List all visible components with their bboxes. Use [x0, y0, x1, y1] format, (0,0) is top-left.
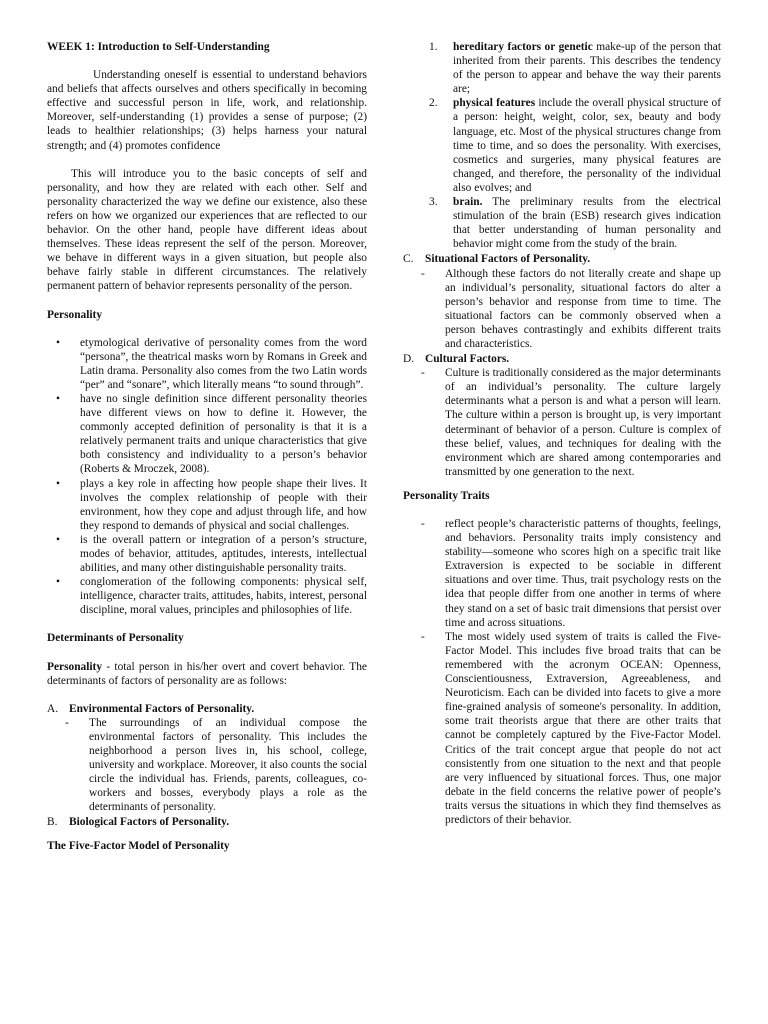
right-column [403, 40, 721, 827]
intro-paragraph-1: Understanding oneself is essential to understand behaviors and beliefs that affects ourselves and others specifically in becoming effective and successful person in life, work, and relationship. Moreover, self-understanding (1) provides a sense of purpose; (2) leads to healthier relationships; (3) helps harness your natural strength; and (4) promotes confidence [47, 69, 367, 152]
factor-a-list [47, 716, 367, 815]
item-text: The preliminary results from the electrical stimulation of the brain (ESB) research gives indication that better understanding of human personality and behavior might come from the study of the brain. [453, 196, 721, 251]
item-term: hereditary factors or genetic [453, 41, 593, 53]
traits-text-2: The most widely used system of traits is called the Five-Factor Model. This includes five broad traits that can be remembered with the acronym OCEAN: Openness, Conscientiousness, Extraversion, Agreeableness, and Neuroticism. Each can be divided into facets to give a more fine-grained analysis of someone's personality. In addition, some trait theorists argue that there are other traits that cannot be completely captured by the Five-Factor Model. Critics of the trait concept argue that people do not act consistently from one situation to the next and that people are very influenced by situational forces. Thus, one major debate in the field concerns the relative power of people’s traits versus the situations in which they find themselves as predictors of their behavior. [445, 630, 721, 826]
list-item [403, 630, 721, 827]
item-text: make-up of the person that inherited from their parents. This describes the tendency of the person to appear and behave the way their parents are; [453, 41, 721, 96]
bullet-text: plays a key role in affecting how people shape their lives. It involves the complex relationship of people with their environment, how they cope and adjust through life, and how they respond to demands of physical and social challenges. [80, 477, 367, 532]
intro-paragraph-2: This will introduce you to the basic concepts of self and personality, and how they are related with each other. Self and personality characterized the way we define our existence, also these refers on how we organized our experiences that are reflected to our behavior. On the other hand, people have different ideas about themselves. These ideas represent the self of the person. Moreover, we behave in different ways in a given situation, but people also behave fairly stable in different circumstances. The relatively permanent pattern of behavior represents personality of the person. [47, 167, 367, 293]
list-item [47, 477, 367, 533]
list-item [47, 716, 367, 815]
definition-term: Personality [47, 660, 103, 673]
determinants-heading: Determinants of Personality [47, 632, 184, 645]
bullet-text: etymological derivative of personality comes from the word “persona”, the theatrical masks worn by Romans in Greek and Latin drama. Personality also comes from the two Latin words “per” and “sonare”, which literally means “to sound through”. [80, 336, 367, 391]
list-item [47, 575, 367, 617]
definition-text: - total person in his/her overt and covert behavior. The determinants of factors of personality are as follows: [47, 660, 367, 687]
page-title: WEEK 1: Introduction to Self-Understanding [47, 41, 270, 53]
bullet-icon: • [56, 533, 60, 546]
list-item [403, 195, 721, 251]
list-item [403, 40, 721, 96]
list-item [403, 96, 721, 195]
list-item [403, 267, 721, 352]
factor-c-letter: C. [403, 253, 414, 266]
list-item [47, 392, 367, 477]
factor-a-heading [47, 702, 367, 716]
list-item [47, 533, 367, 575]
list-item [403, 366, 721, 479]
factor-b-title: Biological Factors of Personality. [69, 815, 230, 828]
dash-icon: - [421, 367, 425, 380]
personality-bullet-list [47, 336, 367, 618]
dash-icon: - [65, 716, 69, 729]
dash-icon: - [421, 630, 425, 643]
bullet-text: is the overall pattern or integration of a person’s structure, modes of behavior, attitudes, aptitudes, interests, intellectual abilities, and many other distinguishable personality traits. [80, 533, 367, 575]
biological-factors-list [403, 40, 721, 251]
bullet-text: have no single definition since different personality theories have different views on how to define it. However, the commonly accepted definition of personality is that it is a relatively permanent traits and unique characteristics that give both consistency and individuality to a person’s behavior (Roberts & Mroczek, 2008). [80, 392, 367, 476]
item-number: 2. [429, 97, 438, 110]
traits-list [403, 517, 721, 827]
factor-a-text: The surroundings of an individual compose the environmental factors of personality. This includes the neighborhood a person lives in, his school, college, university and workplace. Moreover, it also counts the social circle the individual has. Friends, parents, colleagues, co-workers and bosses, everybody plays a role as the determinants of personality. [89, 716, 367, 814]
factor-c-text: Although these factors do not literally create and shape up an individual’s personality, situational factors do alter a person’s behavior and response from time to time. The situational factors can be commonly observed when a person behaves contrastingly and exhibits different traits and characteristics. [445, 267, 721, 350]
factor-a-letter: A. [47, 702, 59, 715]
bullet-text: conglomeration of the following components: physical self, intelligence, character traits, attitudes, habits, interest, personal discipline, moral values, principles and philosophies of life. [80, 576, 367, 617]
personality-definition [47, 660, 367, 688]
factor-c-title: Situational Factors of Personality. [425, 253, 591, 266]
factor-d-title: Cultural Factors. [425, 353, 510, 366]
item-number: 3. [429, 196, 438, 209]
factor-d-heading [403, 352, 721, 366]
list-item [403, 517, 721, 630]
left-column [47, 40, 367, 867]
traits-text-1: reflect people’s characteristic patterns of thoughts, feelings, and behaviors. Personality traits imply consistency and stability—someone who scores high on a specific trait like Extraversion is expected to be sociable in different situations and over time. Thus, trait psychology rests on the idea that people differ from one another in terms of where they stand on a set of basic trait dimensions that persist over time and across situations. [445, 518, 721, 629]
five-factor-heading: The Five-Factor Model of Personality [47, 839, 230, 852]
bullet-icon: • [56, 336, 60, 349]
item-number: 1. [429, 41, 438, 53]
factor-a-title: Environmental Factors of Personality. [69, 702, 255, 715]
factor-d-text: Culture is traditionally considered as the major determinants of an individual’s personality. The culture largely determinants what a person is and what a person will learn. The culture within a person is brought up, is very important determinant of behavior of a person. Culture is complex of these belief, values, and techniques for dealing with the environment which are shared among contemporaries and transmitted by one generation to the next. [445, 367, 721, 478]
factor-d-letter: D. [403, 353, 415, 366]
factor-c-heading [403, 252, 721, 266]
item-term: brain. [453, 196, 483, 209]
traits-heading: Personality Traits [403, 489, 490, 502]
bullet-icon: • [56, 392, 60, 405]
factor-b-heading [47, 815, 367, 829]
dash-icon: - [421, 267, 425, 280]
item-term: physical features [453, 97, 536, 110]
personality-heading: Personality [47, 308, 103, 321]
factor-b-letter: B. [47, 815, 58, 828]
factor-d-list [403, 366, 721, 479]
factor-c-list [403, 267, 721, 352]
bullet-icon: • [56, 576, 60, 589]
bullet-icon: • [56, 477, 60, 490]
dash-icon: - [421, 518, 425, 530]
list-item [47, 336, 367, 392]
item-text: include the overall physical structure of a person: height, weight, color, sex, beauty and body language, etc. Most of the physical structures change from time to time, and so does the personality. With exercises, cosmetics and surgeries, many physical features are changed, and therefore, the personality of the individual also evolves; and [453, 97, 721, 194]
